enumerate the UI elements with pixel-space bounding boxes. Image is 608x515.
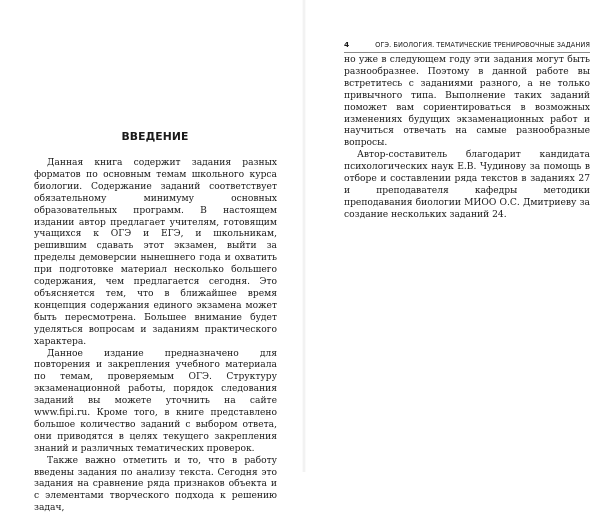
paragraph: Данная книга содержит задания разных форматов по основным темам школьного курса биологии. Содержание заданий соответствует обязательному минимуму основных образовательных программ. В настоящем издании автор предлагает учителям, готовящим учащихся к ОГЭ и ЕГЭ, и школьникам, решившим сдавать этот экзамен, выйти за пределы демоверсии нынешнего года и охватить при подготовке материал несколько большего содержания, чем предлагается сегодня. Это объясняется тем, что в ближайшее время концепция содержания единого экзамена может быть пересмотрена. Большее внимание будет уделяться вопросам и заданиям практического характера. [34,158,277,347]
running-head [344,40,590,53]
left-page [0,0,304,514]
left-page-body [34,158,277,515]
paragraph: Автор-составитель благодарит кандидата психологических наук Е.В. Чудинову за помощь в отборе и составлении ряда текстов в заданиях 27 и преподавателя кафедры методики преподавания биологии МИОО О.С. Дмитриеву за создание нескольких заданий 24. [344,150,590,220]
running-title: ОГЭ. БИОЛОГИЯ. ТЕМАТИЧЕСКИЕ ТРЕНИРОВОЧНЫЕ ЗАДАНИЯ [375,40,590,49]
page-number: 4 [344,40,350,49]
paragraph: Данное издание предназначено для повторения и закрепления учебного материала по темам, проверяемым ОГЭ. Структуру экзаменационной работы, порядок следования заданий вы можете уточнить на сайте www.fipi.ru. Кроме того, в книге представлено большое количество заданий с выбором ответа, они приводятся в целях текущего закрепления знаний и различных тематических проверок. [34,348,277,454]
right-page-body [344,55,590,222]
paragraph: но уже в следующем году эти задания могут быть разнообразнее. Поэтому в данной работе вы встретитесь с заданиями разного, а не только привычного типа. Выполнение таких заданий поможет вам сориентироваться в возможных изменениях будущих экзаменационных работ и научиться отвечать на самые разнообразные вопросы. [344,55,590,149]
right-page [304,0,608,472]
section-heading: ВВЕДЕНИЕ [121,130,189,143]
paragraph: Также важно отметить и то, что в работу введены задания по анализу текста. Сегодня это задания на сравнение ряда признаков объекта и с элементами творческого подхода к решению задач, [34,455,277,514]
